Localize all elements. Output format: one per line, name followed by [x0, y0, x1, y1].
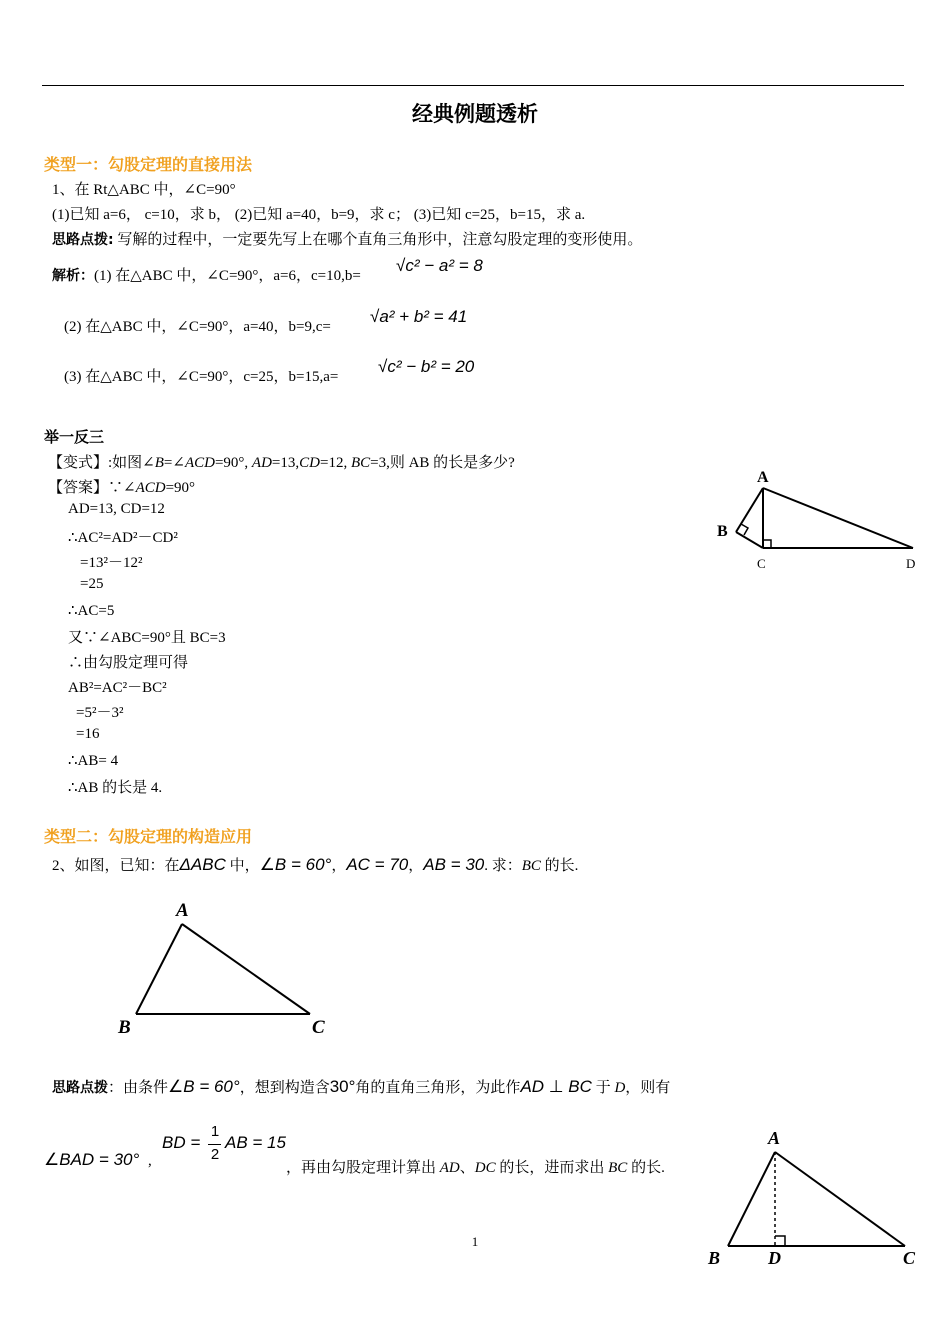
fig2-label-b: B: [708, 1248, 721, 1268]
line2-a: ，再由勾股定理计算出: [286, 1160, 440, 1176]
label-a: A: [757, 469, 769, 486]
fig2-label-c: C: [903, 1248, 916, 1268]
hint2-e: ，则有: [625, 1080, 671, 1096]
q2-triangle: ΔABC: [179, 855, 226, 874]
solution3-text: (3) 在△ABC 中，∠C=90°，c=25，b=15,a=: [64, 369, 339, 385]
header-rule: [42, 85, 904, 86]
q2-end-a: . 求：: [484, 858, 522, 874]
line2-comma: ,: [148, 1153, 152, 1169]
fig2-label-d: D: [768, 1248, 781, 1268]
side-ac: [182, 924, 310, 1014]
q2-mid: 中，: [225, 858, 260, 874]
fig1-label-c: C: [312, 1017, 325, 1038]
variant-ans-end: =90°: [165, 480, 196, 496]
variant-q-mid1: =90°,: [214, 455, 252, 471]
solution1-text: (1) 在△ABC 中，∠C=90°，a=6，c=10,b=: [94, 268, 361, 284]
triangle-figure-1: [110, 892, 335, 1042]
variant-q-ad: AD: [251, 455, 272, 471]
solution1-line: [52, 264, 361, 285]
answer-step: =5²－3²: [76, 705, 124, 721]
answer-step: ∴AB 的长是 4.: [68, 780, 163, 796]
hint2-b: ，想到构造含: [239, 1080, 330, 1096]
line2-AD: AD: [439, 1160, 460, 1176]
hint2-angle: ∠B = 60°: [168, 1077, 240, 1096]
page-number: 1: [471, 1234, 479, 1249]
fig1-label-b: B: [118, 1017, 131, 1038]
hint1-label: 思路点拨:: [52, 232, 114, 248]
section2-heading: 类型二：勾股定理的构造应用: [44, 827, 253, 846]
q2-ac: AC = 70: [346, 855, 409, 874]
answer-step: ∴由勾股定理可得: [68, 655, 189, 671]
hint1: [52, 228, 642, 249]
answer-step: ∴AB= 4: [68, 753, 119, 769]
fig2-label-a: A: [768, 1128, 781, 1148]
hint2-30: 30°: [329, 1077, 356, 1096]
side-ab: [136, 924, 182, 1014]
variant-q-b: B: [154, 455, 164, 471]
q2-ab: AB = 30: [423, 855, 485, 874]
variant-ans-prefix: 【答案】∵∠: [48, 480, 136, 496]
hint2-a: ：由条件: [108, 1080, 169, 1096]
hint2-line1: [52, 1076, 670, 1097]
hint2-d: 于: [591, 1080, 615, 1096]
fraction-numerator: 1: [210, 1123, 220, 1140]
solution1-math: √c² − a² = 8: [396, 256, 483, 275]
variant-heading: 举一反三: [44, 428, 105, 446]
hint2-label: 思路点拨: [52, 1080, 108, 1096]
question2-text: [52, 854, 578, 875]
line2-ab: AB = 15: [225, 1133, 286, 1152]
page-title: 经典例题透析: [412, 102, 538, 126]
label-b: B: [717, 523, 728, 540]
answer-step: 又∵∠ABC=90°且 BC=3: [68, 630, 226, 646]
q2-prefix: 2、如图，已知：在: [52, 858, 180, 874]
label-c: C: [757, 556, 766, 571]
hint2-c: 角的直角三角形，为此作: [355, 1080, 521, 1096]
question1-line1: 1、在 Rt△ABC 中，∠C=90°: [52, 182, 236, 198]
variant-q-bc: BC: [350, 455, 371, 471]
solution-label: 解析：: [52, 268, 94, 284]
variant-figure: [715, 460, 925, 572]
variant-q-acd: ACD: [184, 455, 215, 471]
hint1-text: 写解的过程中，一定要先写上在哪个直角三角形中，注意勾股定理的变形使用。: [113, 232, 643, 248]
answer-step: ∴AC²=AD²－CD²: [68, 530, 178, 546]
q2-bc: BC: [521, 858, 541, 874]
variant-question: [48, 451, 515, 472]
variant-q-prefix: 【变式】:如图∠: [48, 455, 155, 471]
line2-sep: 、: [459, 1160, 475, 1176]
line2-c: 的长.: [627, 1160, 665, 1176]
variant-q-end: =3,则 AB 的长是多少?: [370, 455, 515, 471]
hint2-perp: AD ⊥ BC: [520, 1077, 592, 1096]
variant-answer: [48, 476, 195, 497]
solution2-math: √a² + b² = 41: [370, 307, 468, 326]
line2-bd: BD =: [162, 1133, 201, 1152]
section1-heading: 类型一：勾股定理的直接用法: [44, 155, 253, 174]
variant-q-eq: =∠: [163, 455, 185, 471]
line2-DC: DC: [474, 1160, 496, 1176]
answer-step: AD=13, CD=12: [68, 501, 165, 517]
variant-q-mid3: =12,: [319, 455, 351, 471]
solution2-text: (2) 在△ABC 中，∠C=90°，a=40，b=9,c=: [64, 319, 331, 335]
answer-step: ∴AC=5: [68, 603, 115, 619]
solution3-math: √c² − b² = 20: [378, 357, 475, 376]
q2-angle: ∠B = 60°: [259, 855, 332, 874]
variant-q-mid2: =13,: [271, 455, 300, 471]
q2-end-b: 的长.: [540, 858, 579, 874]
fraction-bar: [208, 1144, 221, 1145]
line2-BC: BC: [608, 1160, 628, 1176]
answer-step: AB²=AC²－BC²: [68, 680, 167, 696]
variant-q-cd: CD: [299, 455, 320, 471]
variant-ans-acd: ACD: [135, 480, 166, 496]
fig1-label-a: A: [176, 900, 189, 921]
q2-comma2: ，: [408, 858, 424, 874]
q2-comma1: ，: [331, 858, 347, 874]
label-d: D: [906, 556, 916, 571]
question1-line2: (1)已知 a=6， c=10，求 b， (2)已知 a=40，b=9，求 c； (3)已知 c=25，b=15，求 a.: [52, 207, 586, 223]
hint2-D: D: [614, 1080, 626, 1096]
answer-step: =25: [80, 576, 104, 592]
answer-step: =16: [76, 726, 100, 742]
line2-b: 的长，进而求出: [495, 1160, 609, 1176]
fraction-denominator: 2: [210, 1146, 220, 1163]
side-ac: [775, 1152, 905, 1246]
side-ab: [728, 1152, 775, 1246]
line2-angle-bad: ∠BAD = 30°: [44, 1150, 140, 1169]
answer-step: =13²－12²: [80, 555, 143, 571]
line2-text: [286, 1156, 665, 1177]
